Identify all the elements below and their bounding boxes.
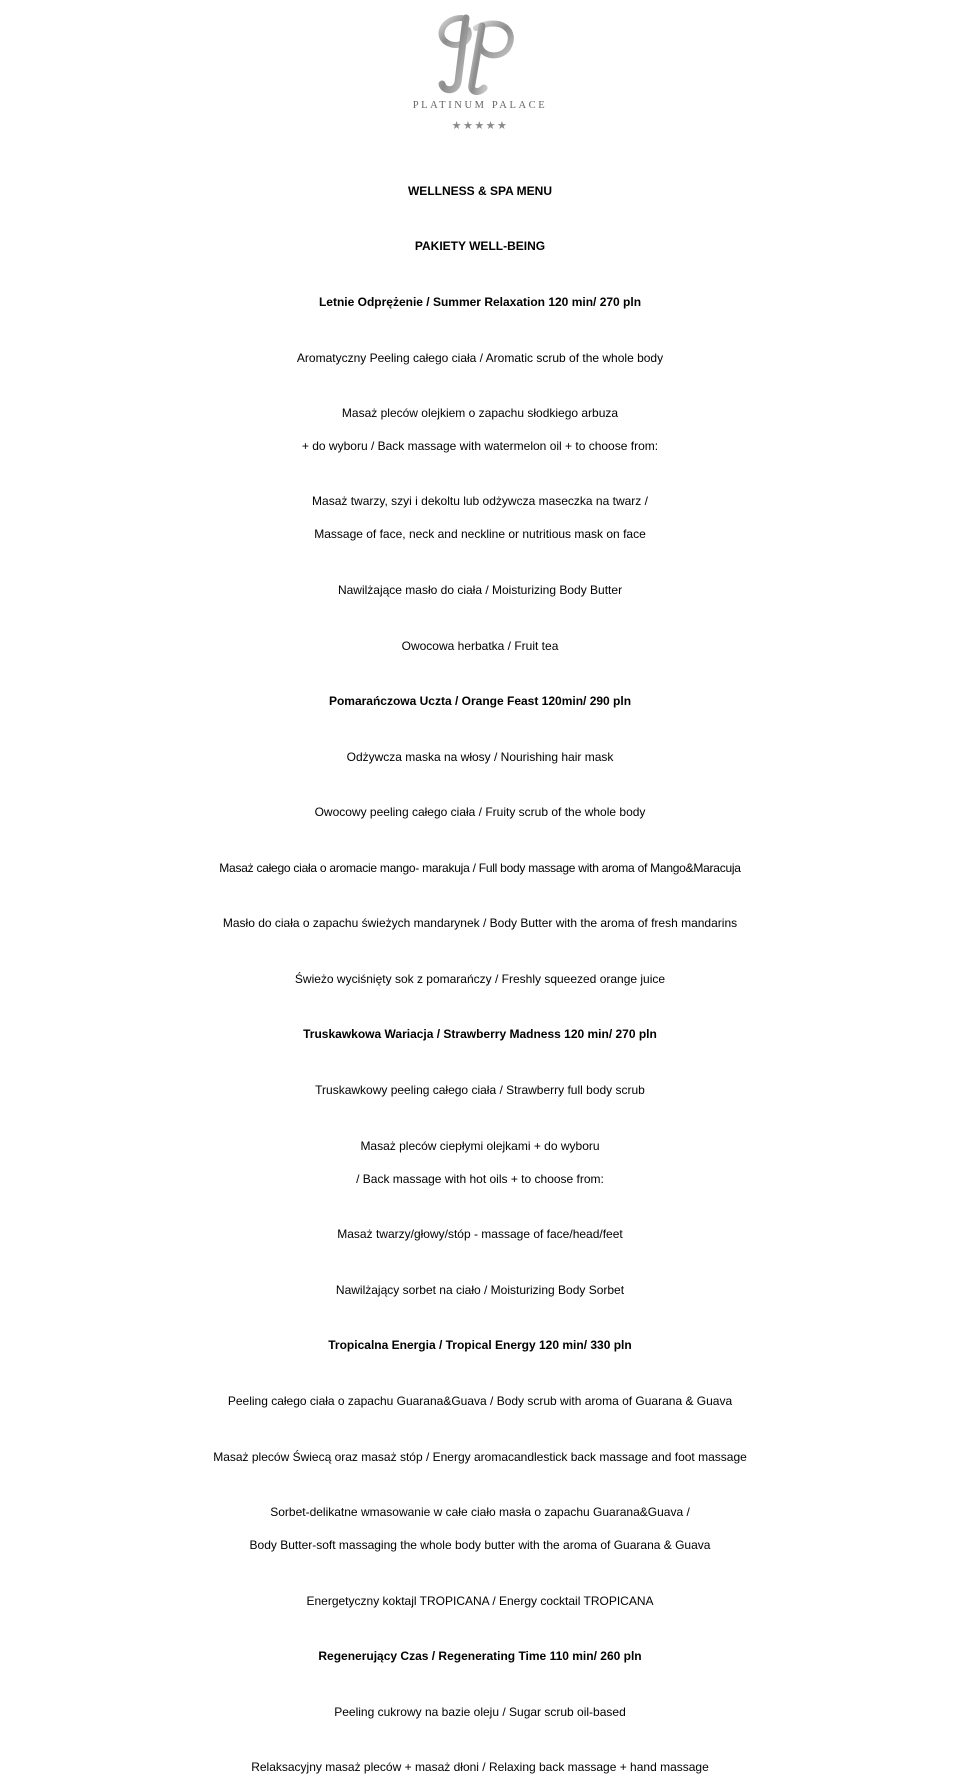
package-item: Masaż twarzy/głowy/stóp - massage of face/head/feet <box>337 1227 623 1241</box>
package-item: Body Butter-soft massaging the whole body butter with the aroma of Guarana & Guava <box>249 1538 711 1552</box>
page-title: WELLNESS & SPA MENU <box>407 184 552 198</box>
package-item: Energetyczny koktajl TROPICANA / Energy cocktail TROPICANA <box>306 1594 654 1608</box>
platinum-palace-logo <box>372 0 588 156</box>
package-item: Massage of face, neck and neckline or nutritious mask on face <box>314 527 646 541</box>
package-item: Masaż pleców Świecą oraz masaż stóp / Energy aromacandlestick back massage and foot massage <box>213 1450 747 1464</box>
package-item: Sorbet-delikatne wmasowanie w całe ciało masła o zapachu Guarana&Guava / <box>270 1505 690 1519</box>
package-item: Nawilżający sorbet na ciało / Moisturizing Body Sorbet <box>335 1283 625 1297</box>
package-heading-regenerating-time: Regenerujący Czas / Regenerating Time 110 min/ 260 pln <box>318 1649 642 1663</box>
rating-stars: ★★★★★ <box>451 119 509 132</box>
package-heading-tropical-energy: Tropicalna Energia / Tropical Energy 120 min/ 330 pln <box>328 1338 632 1352</box>
package-item: Masaż twarzy, szyi i dekoltu lub odżywcza maseczka na twarz / <box>312 494 648 508</box>
package-item: Masaż całego ciała o aromacie mango- marakuja / Full body massage with aroma of Mango&Maracuja <box>219 861 741 875</box>
package-item: Masło do ciała o zapachu świeżych mandarynek / Body Butter with the aroma of fresh mandarins <box>222 916 738 930</box>
brand-name: PLATINUM PALACE <box>412 100 548 111</box>
package-item: Odżywcza maska na włosy / Nourishing hair mask <box>346 750 614 764</box>
package-item: + do wyboru / Back massage with watermelon oil + to choose from: <box>301 439 659 453</box>
package-item: Owocowa herbatka / Fruit tea <box>401 639 559 653</box>
package-item: Relaksacyjny masaż pleców + masaż dłoni / Relaxing back massage + hand massage <box>251 1760 709 1774</box>
package-item: Masaż pleców olejkiem o zapachu słodkiego arbuza <box>341 406 619 420</box>
package-item: Nawilżające masło do ciała / Moisturizing Body Butter <box>337 583 623 597</box>
package-item: / Back massage with hot oils + to choose from: <box>356 1172 604 1186</box>
section-subtitle: PAKIETY WELL-BEING <box>414 239 546 253</box>
package-item: Peeling całego ciała o zapachu Guarana&Guava / Body scrub with aroma of Guarana & Guava <box>227 1394 733 1408</box>
package-item: Masaż pleców ciepłymi olejkami + do wyboru <box>360 1139 600 1153</box>
package-item: Peeling cukrowy na bazie oleju / Sugar scrub oil-based <box>334 1705 626 1719</box>
package-item: Owocowy peeling całego ciała / Fruity scrub of the whole body <box>314 805 646 819</box>
package-heading-orange-feast: Pomarańczowa Uczta / Orange Feast 120min/ 290 pln <box>328 694 632 708</box>
package-item: Truskawkowy peeling całego ciała / Strawberry full body scrub <box>315 1083 645 1097</box>
package-heading-strawberry-madness: Truskawkowa Wariacja / Strawberry Madness 120 min/ 270 pln <box>303 1027 657 1041</box>
pp-monogram-icon <box>372 0 588 156</box>
package-item: Świeżo wyciśnięty sok z pomarańczy / Freshly squeezed orange juice <box>294 972 666 986</box>
package-heading-summer-relaxation: Letnie Odprężenie / Summer Relaxation 120 min/ 270 pln <box>318 295 642 309</box>
package-item: Aromatyczny Peeling całego ciała / Aromatic scrub of the whole body <box>296 351 664 365</box>
